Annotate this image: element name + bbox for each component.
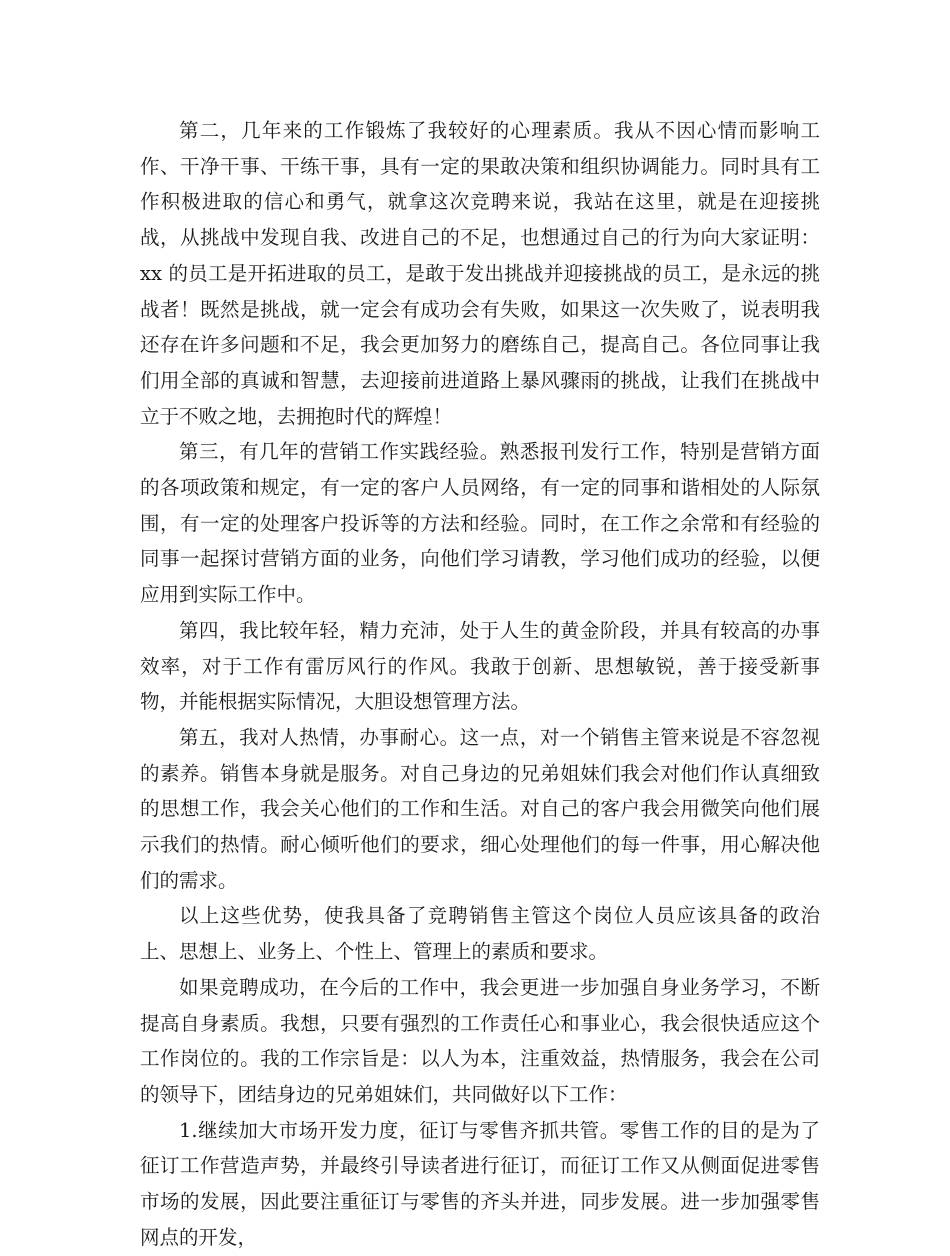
paragraph-item-1: 1.继续加大市场开发力度，征订与零售齐抓共管。零售工作的目的是为了征订工作营造声势，并最终引导读者进行征订，而征订工作又从侧面促进零售市场的发展，因此要注重征订与零售的齐头并进，同步发展。进一步加强零售网点的开发， bbox=[140, 1118, 820, 1249]
paragraph-summary: 以上这些优势，使我具备了竞聘销售主管这个岗位人员应该具备的政治上、思想上、业务上、个性上、管理上的素质和要求。 bbox=[140, 904, 820, 964]
paragraph-third-point: 第三，有几年的营销工作实践经验。熟悉报刊发行工作，特别是营销方面的各项政策和规定，有一定的客户人员网络，有一定的同事和谐相处的人际氛围，有一定的处理客户投诉等的方法和经验。同时，在工作之余常和有经验的同事一起探讨营销方面的业务，向他们学习请教，学习他们成功的经验，以便应用到实际工作中。 bbox=[140, 440, 820, 607]
paragraph-commitment: 如果竞聘成功，在今后的工作中，我会更进一步加强自身业务学习，不断提高自身素质。我想，只要有强烈的工作责任心和事业心，我会很快适应这个工作岗位的。我的工作宗旨是：以人为本，注重效益，热情服务，我会在公司的领导下，团结身边的兄弟姐妹们，共同做好以下工作： bbox=[140, 975, 820, 1106]
paragraph-fourth-point: 第四，我比较年轻，精力充沛，处于人生的黄金阶段，并具有较高的办事效率，对于工作有雷厉风行的作风。我敢于创新、思想敏锐，善于接受新事物，并能根据实际情况，大胆设想管理方法。 bbox=[140, 618, 820, 714]
document-body bbox=[140, 113, 820, 1256]
paragraph-fifth-point: 第五，我对人热情，办事耐心。这一点，对一个销售主管来说是不容忽视的素养。销售本身就是服务。对自己身边的兄弟姐妹们我会对他们作认真细致的思想工作，我会关心他们的工作和生活。对自己的客户我会用微笑向他们展示我们的热情。耐心倾听他们的要求，细心处理他们的每一件事，用心解决他们的需求。 bbox=[140, 725, 820, 892]
paragraph-second-point: 第二，几年来的工作锻炼了我较好的心理素质。我从不因心情而影响工作、干净干事、干练干事，具有一定的果敢决策和组织协调能力。同时具有工作积极进取的信心和勇气，就拿这次竞聘来说，我站在这里，就是在迎接挑战，从挑战中发现自我、改进自己的不足，也想通过自己的行为向大家证明：xx 的员工是开拓进取的员工，是敢于发出挑战并迎接挑战的员工，是永远的挑战者！既然是挑战，就一定会有成功会有失败，如果这一次失败了，说表明我还存在许多问题和不足，我会更加努力的磨练自己，提高自己。各位同事让我们用全部的真诚和智慧，去迎接前进道路上暴风骤雨的挑战，让我们在挑战中立于不败之地，去拥抱时代的辉煌！ bbox=[140, 119, 820, 428]
